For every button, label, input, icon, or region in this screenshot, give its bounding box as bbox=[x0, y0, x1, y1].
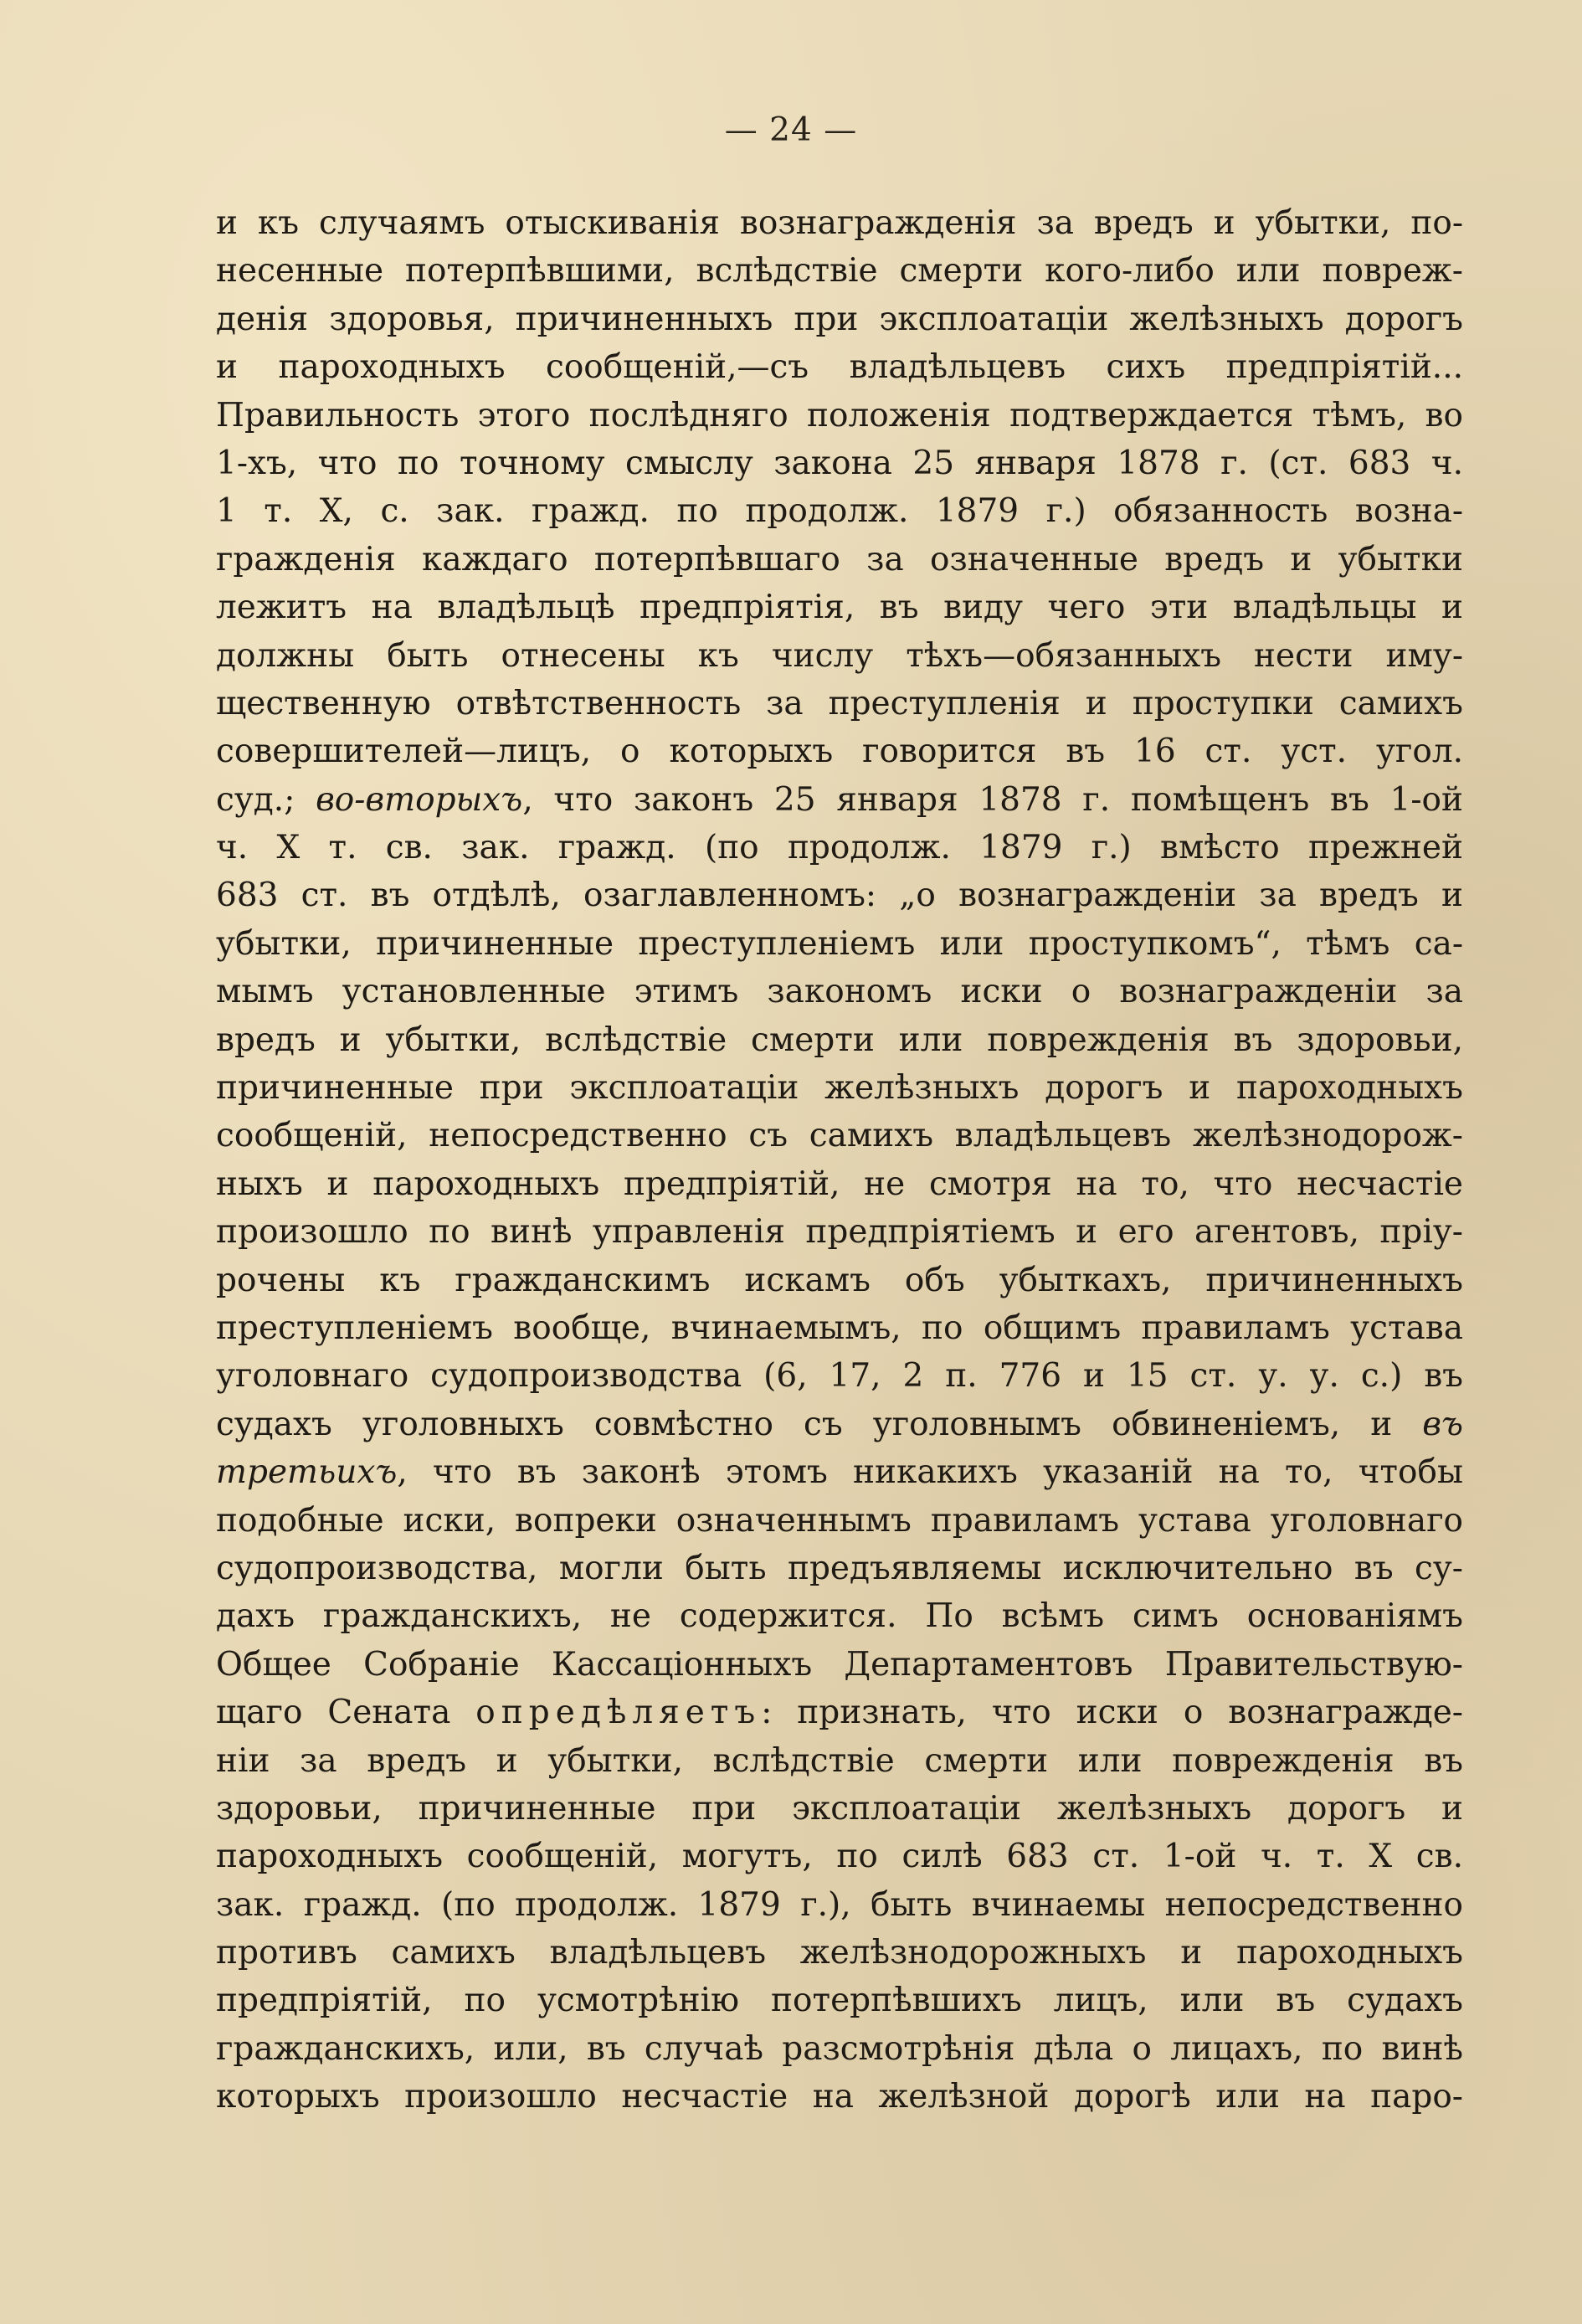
text-line bbox=[216, 440, 1463, 487]
text-segment: щественную отвѣтственность за преступленія и проступки самихъ bbox=[216, 684, 1463, 722]
text-line bbox=[216, 199, 1463, 247]
text-line bbox=[216, 920, 1463, 968]
text-segment: лежитъ на владѣльцѣ предпріятія, въ виду чего эти владѣльцы и bbox=[216, 589, 1463, 627]
text-segment: сообщеній, непосредственно съ самихъ владѣльцевъ желѣзнодорож- bbox=[216, 1117, 1463, 1155]
text-line bbox=[216, 1257, 1463, 1304]
text-segment: произошло по винѣ управленія предпріятіемъ и его агентовъ, пріу- bbox=[216, 1213, 1463, 1252]
text-segment: 1 т. X, с. зак. гражд. по продолж. 1879 г.) обязанность возна- bbox=[216, 492, 1463, 531]
text-line bbox=[216, 1881, 1463, 1929]
text-line bbox=[216, 2073, 1463, 2121]
text-line bbox=[216, 824, 1463, 872]
text-line bbox=[216, 1352, 1463, 1400]
text-line bbox=[216, 1112, 1463, 1159]
text-segment: убытки, причиненные преступленіемъ или проступкомъ“, тѣмъ са- bbox=[216, 924, 1463, 963]
text-line bbox=[216, 1785, 1463, 1833]
italic-text: третьихъ bbox=[216, 1453, 398, 1492]
text-line bbox=[216, 1016, 1463, 1064]
text-segment: , что въ законѣ этомъ никакихъ указаній на то, чтобы bbox=[397, 1453, 1463, 1492]
text-line bbox=[216, 1304, 1463, 1352]
text-line bbox=[216, 872, 1463, 919]
text-line bbox=[216, 1448, 1463, 1496]
text-line bbox=[216, 2025, 1463, 2073]
text-segment: ніи за вредъ и убытки, вслѣдствіе смерти или поврежденія въ bbox=[216, 1741, 1463, 1780]
text-line bbox=[216, 1689, 1463, 1736]
text-segment: денія здоровья, причиненныхъ при эксплоатаціи желѣзныхъ дорогъ bbox=[216, 300, 1463, 338]
text-line bbox=[216, 1977, 1463, 2024]
text-segment: здоровьи, причиненные при эксплоатаціи желѣзныхъ дорогъ и bbox=[216, 1789, 1463, 1828]
italic-text: въ bbox=[1422, 1405, 1463, 1443]
text-segment: противъ самихъ владѣльцевъ желѣзнодорожныхъ и пароходныхъ bbox=[216, 1934, 1463, 1972]
text-segment: вредъ и убытки, вслѣдствіе смерти или поврежденія въ здоровьи, bbox=[216, 1021, 1463, 1059]
text-line bbox=[216, 584, 1463, 631]
text-segment: причиненные при эксплоатаціи желѣзныхъ дорогъ и пароходныхъ bbox=[216, 1069, 1463, 1108]
text-line bbox=[216, 1497, 1463, 1545]
text-line bbox=[216, 343, 1463, 391]
text-line bbox=[216, 1641, 1463, 1689]
text-line bbox=[216, 296, 1463, 343]
italic-text: во-вторыхъ bbox=[316, 780, 523, 819]
text-segment: мымъ установленные этимъ закономъ иски о вознагражденіи за bbox=[216, 973, 1463, 1011]
text-line bbox=[216, 1592, 1463, 1640]
text-segment: должны быть отнесены къ числу тѣхъ—обязанныхъ нести иму- bbox=[216, 636, 1463, 675]
text-segment: Общее Собраніе Кассаціонныхъ Департаментовъ Правительствую- bbox=[216, 1645, 1463, 1684]
text-line bbox=[216, 1929, 1463, 1977]
text-line bbox=[216, 680, 1463, 728]
text-segment: уголовнаго судопроизводства (6, 17, 2 п. 776 и 15 ст. у. у. с.) въ bbox=[216, 1357, 1463, 1396]
text-line bbox=[216, 1064, 1463, 1112]
text-line bbox=[216, 776, 1463, 824]
text-segment: преступленіемъ вообще, вчинаемымъ, по общимъ правиламъ устава bbox=[216, 1309, 1463, 1347]
text-line bbox=[216, 1208, 1463, 1256]
text-segment: гражденія каждаго потерпѣвшаго за означенные вредъ и убытки bbox=[216, 540, 1463, 578]
text-segment: рочены къ гражданскимъ искамъ объ убыткахъ, причиненныхъ bbox=[216, 1261, 1463, 1299]
text-segment: которыхъ произошло несчастіе на желѣзной дорогѣ или на паро- bbox=[216, 2078, 1463, 2116]
text-segment: и пароходныхъ сообщеній,—съ владѣльцевъ сихъ предпріятій... bbox=[216, 348, 1463, 387]
text-line bbox=[216, 968, 1463, 1015]
text-segment: 1-хъ, что по точному смыслу закона 25 января 1878 г. (ст. 683 ч. bbox=[216, 444, 1463, 482]
text-segment: судахъ уголовныхъ совмѣстно съ уголовнымъ обвиненіемъ, и bbox=[216, 1405, 1423, 1443]
text-segment: предпріятій, по усмотрѣнію потерпѣвшихъ лицъ, или въ судахъ bbox=[216, 1982, 1463, 2020]
page-number: — 24 — bbox=[724, 111, 858, 149]
text-line bbox=[216, 1160, 1463, 1208]
text-segment: Правильность этого послѣдняго положенія подтверждается тѣмъ, во bbox=[216, 396, 1463, 434]
text-segment: : признать, что иски о вознагражде- bbox=[761, 1694, 1463, 1732]
text-segment: зак. гражд. (по продолж. 1879 г.), быть вчинаемы непосредственно bbox=[216, 1885, 1463, 1924]
text-line bbox=[216, 1833, 1463, 1880]
text-line bbox=[216, 632, 1463, 680]
text-segment: судопроизводства, могли быть предъявляемы исключительно въ су- bbox=[216, 1549, 1463, 1587]
text-line bbox=[216, 247, 1463, 295]
text-segment: ныхъ и пароходныхъ предпріятій, не смотря на то, что несчастіе bbox=[216, 1165, 1463, 1203]
text-line bbox=[216, 536, 1463, 584]
text-segment: пароходныхъ сообщеній, могутъ, по силѣ 683 ст. 1-ой ч. т. X св. bbox=[216, 1838, 1463, 1876]
text-segment: и къ случаямъ отыскиванія вознагражденія за вредъ и убытки, по- bbox=[216, 204, 1463, 242]
text-line bbox=[216, 1737, 1463, 1785]
text-line bbox=[216, 487, 1463, 535]
text-segment: , что законъ 25 января 1878 г. помѣщенъ въ 1-ой bbox=[522, 780, 1463, 819]
text-line bbox=[216, 1545, 1463, 1592]
text-segment: несенные потерпѣвшими, вслѣдствіе смерти кого-либо или повреж- bbox=[216, 252, 1463, 290]
text-segment: гражданскихъ, или, въ случаѣ разсмотрѣнія дѣла о лицахъ, по винѣ bbox=[216, 2029, 1463, 2068]
body-text bbox=[216, 199, 1463, 2121]
spaced-text: опредѣляетъ bbox=[475, 1694, 762, 1732]
text-line bbox=[216, 1401, 1463, 1448]
text-segment: суд.; bbox=[216, 780, 316, 819]
text-segment: 683 ст. въ отдѣлѣ, озаглавленномъ: „о вознагражденіи за вредъ и bbox=[216, 877, 1463, 915]
text-line bbox=[216, 392, 1463, 440]
text-segment: совершителей—лицъ, о которыхъ говорится въ 16 ст. уст. угол. bbox=[216, 733, 1463, 771]
text-segment: подобные иски, вопреки означеннымъ правиламъ устава уголовнаго bbox=[216, 1501, 1463, 1540]
text-line bbox=[216, 728, 1463, 775]
text-segment: ч. X т. св. зак. гражд. (по продолж. 1879 г.) вмѣсто прежней bbox=[216, 829, 1463, 867]
text-segment: щаго Сената bbox=[216, 1694, 476, 1732]
text-segment: дахъ гражданскихъ, не содержится. По всѣмъ симъ основаніямъ bbox=[216, 1597, 1463, 1636]
